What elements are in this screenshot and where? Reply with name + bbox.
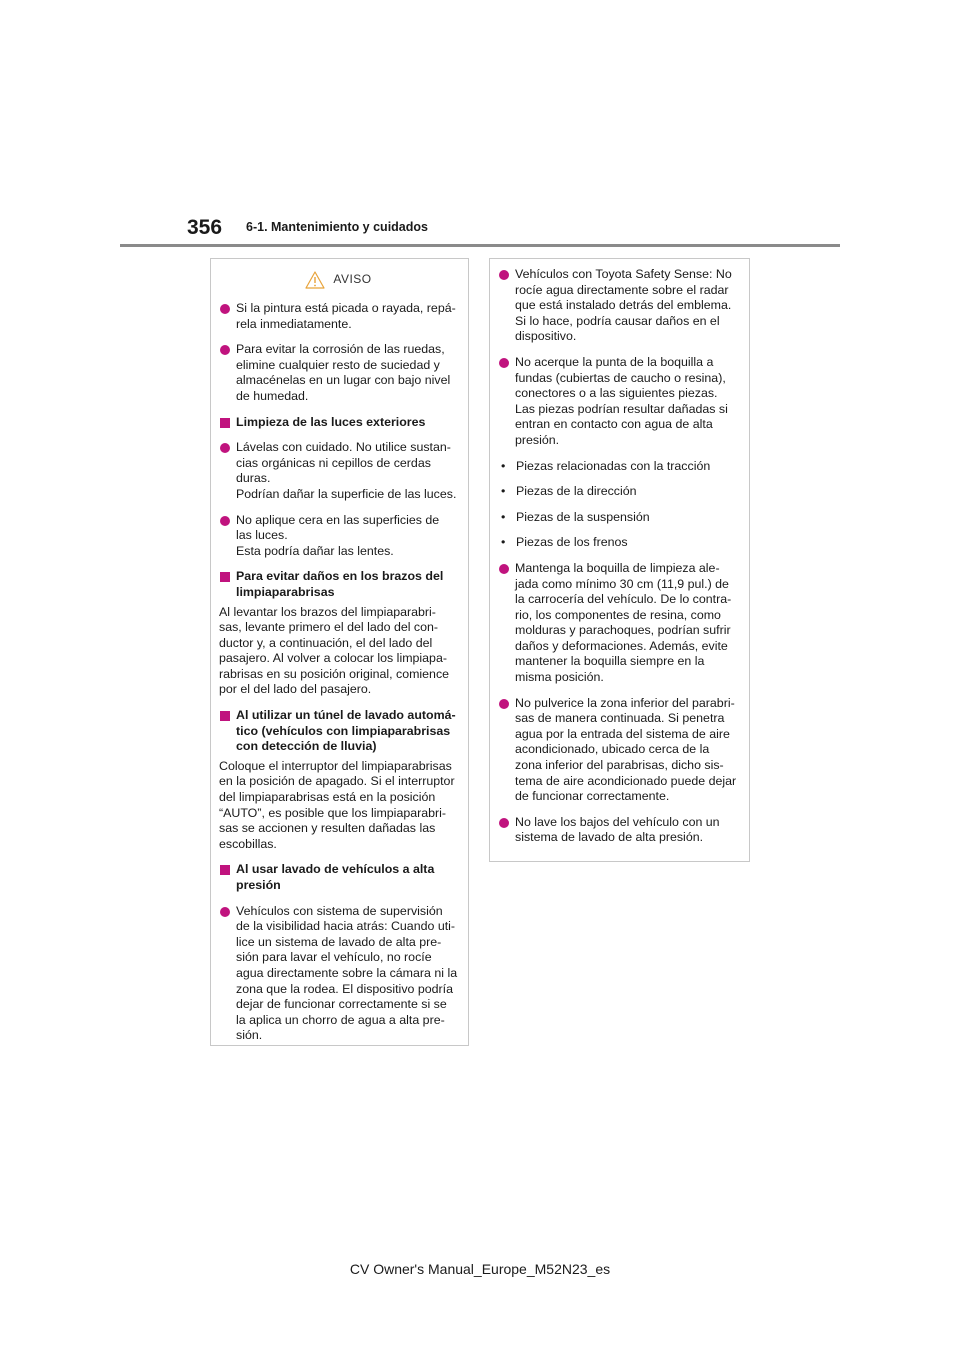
- bullet-item: [219, 342, 458, 404]
- subheading: [219, 708, 458, 755]
- notice-box-right: [489, 258, 750, 862]
- square-bullet-icon: [220, 418, 230, 428]
- item-text: Piezas de los frenos: [516, 535, 628, 550]
- circle-bullet-icon: [220, 304, 230, 314]
- item-text: Al utilizar un túnel de lavado automá-tico (vehículos con limpiaparabrisas con detección de lluvia): [236, 708, 456, 754]
- sub-list-item: [498, 510, 739, 526]
- footer-text: CV Owner's Manual_Europe_M52N23_es: [349, 1261, 611, 1277]
- paragraph: [219, 605, 458, 699]
- bullet-item: [219, 440, 458, 502]
- item-text: Para evitar la corrosión de las ruedas, elimine cualquier resto de suciedad y almacénelas en un lugar con bajo nivel de humedad.: [236, 342, 451, 403]
- bullet-item: [498, 561, 739, 686]
- subheading: [219, 415, 458, 431]
- dot-bullet-icon: •: [501, 535, 506, 550]
- sub-list-item: [498, 484, 739, 500]
- item-text: Piezas relacionadas con la tracción: [516, 458, 711, 473]
- subheading: [219, 569, 458, 600]
- right-column-content: [498, 267, 739, 846]
- warning-triangle-icon: [305, 271, 325, 289]
- bullet-item: [498, 815, 739, 846]
- circle-bullet-icon: [499, 699, 509, 709]
- item-text: Piezas de la dirección: [516, 484, 637, 499]
- square-bullet-icon: [220, 711, 230, 721]
- square-bullet-icon: [220, 865, 230, 875]
- paragraph: [219, 759, 458, 853]
- bullet-item: [498, 267, 739, 345]
- item-text: Coloque el interruptor del limpiaparabrisas en la posición de apagado. Si el interruptor del limpiaparabrisas está en la posición “AUTO”, es posible que los limpiaparabri-sas se accionen y resulten dañadas las escobillas.: [219, 758, 455, 851]
- circle-bullet-icon: [499, 270, 509, 280]
- dot-bullet-icon: •: [501, 458, 506, 473]
- item-text: Al levantar los brazos del limpiaparabri-sas, levante primero el del lado del con-ductor y, a continuación, el del lado del pasajero. Al volver a colocar los limpiapa-rabrisas en su posición original, comience por el del lado del pasajero.: [219, 604, 450, 697]
- item-text: No pulverice la zona inferior del parabri-sas de manera continuada. Si penetra agua por la entrada del sistema de aire acondicionado, ubicado cerca de la zona inferior del parabrisas, dicho sis-tema de aire acondicionado puede dejar de funcionar correctamente.: [515, 695, 737, 804]
- dot-bullet-icon: •: [501, 484, 506, 499]
- item-text: Vehículos con sistema de supervisión de la visibilidad hacia atrás: Cuando uti-lice un sistema de lavado de alta pre-sión para lavar el vehículo, no rocíe agua directamente sobre la cámara ni la zona que la rodea. El dispositivo podría dejar de funcionar correctamente si se la aplica un chorro de agua a alta pre-sión.: [236, 903, 458, 1043]
- circle-bullet-icon: [220, 907, 230, 917]
- item-text: No acerque la punta de la boquilla a fundas (cubiertas de caucho o resina), conectores o a las siguientes piezas. Las piezas podrían resultar dañadas si entran en contacto con agua de alta presión.: [515, 354, 728, 447]
- header-rule: [120, 244, 840, 247]
- circle-bullet-icon: [499, 818, 509, 828]
- section-title: 6-1. Mantenimiento y cuidados: [246, 220, 428, 234]
- sub-list-item: [498, 459, 739, 475]
- item-text: Limpieza de las luces exteriores: [236, 414, 426, 429]
- bullet-item: [498, 696, 739, 805]
- dot-bullet-icon: •: [501, 509, 506, 524]
- notice-header: [219, 267, 458, 293]
- circle-bullet-icon: [220, 443, 230, 453]
- bullet-item: [498, 355, 739, 449]
- square-bullet-icon: [220, 572, 230, 582]
- item-text: Para evitar daños en los brazos del limpiaparabrisas: [236, 569, 444, 599]
- bullet-item: [219, 301, 458, 332]
- circle-bullet-icon: [220, 516, 230, 526]
- circle-bullet-icon: [499, 564, 509, 574]
- bullet-item: [219, 904, 458, 1044]
- item-text: Mantenga la boquilla de limpieza ale-jada como mínimo 30 cm (11,9 pul.) de la carrocería del vehículo. De lo contra-rio, los componentes de resina, como molduras y parachoques, podrían sufrir daños y deformaciones. Además, evite mantener la boquilla siempre en la misma posición.: [515, 560, 732, 685]
- item-text: Si la pintura está picada o rayada, repá-rela inmediatamente.: [236, 301, 456, 331]
- sub-list-item: [498, 535, 739, 551]
- circle-bullet-icon: [220, 345, 230, 355]
- notice-box-left: [210, 258, 469, 1046]
- page-number: 356: [187, 216, 223, 239]
- notice-label: AVISO: [333, 272, 372, 287]
- circle-bullet-icon: [499, 358, 509, 368]
- item-text: Piezas de la suspensión: [516, 509, 650, 524]
- item-text: No lave los bajos del vehículo con un sistema de lavado de alta presión.: [515, 814, 720, 845]
- item-text: Vehículos con Toyota Safety Sense: No rocíe agua directamente sobre el radar que está instalado detrás del emblema. Si lo hace, podría causar daños en el dispositivo.: [515, 267, 732, 344]
- item-text: Lávelas con cuidado. No utilice sustan-cias orgánicas ni cepillos de cerdas duras. Podrían dañar la superficie de las luces.: [236, 440, 457, 501]
- item-text: Al usar lavado de vehículos a alta presión: [236, 862, 435, 892]
- bullet-item: [219, 513, 458, 560]
- item-text: No aplique cera en las superficies de las luces. Esta podría dañar las lentes.: [236, 512, 440, 558]
- left-column-content: [219, 301, 458, 1044]
- subheading: [219, 862, 458, 893]
